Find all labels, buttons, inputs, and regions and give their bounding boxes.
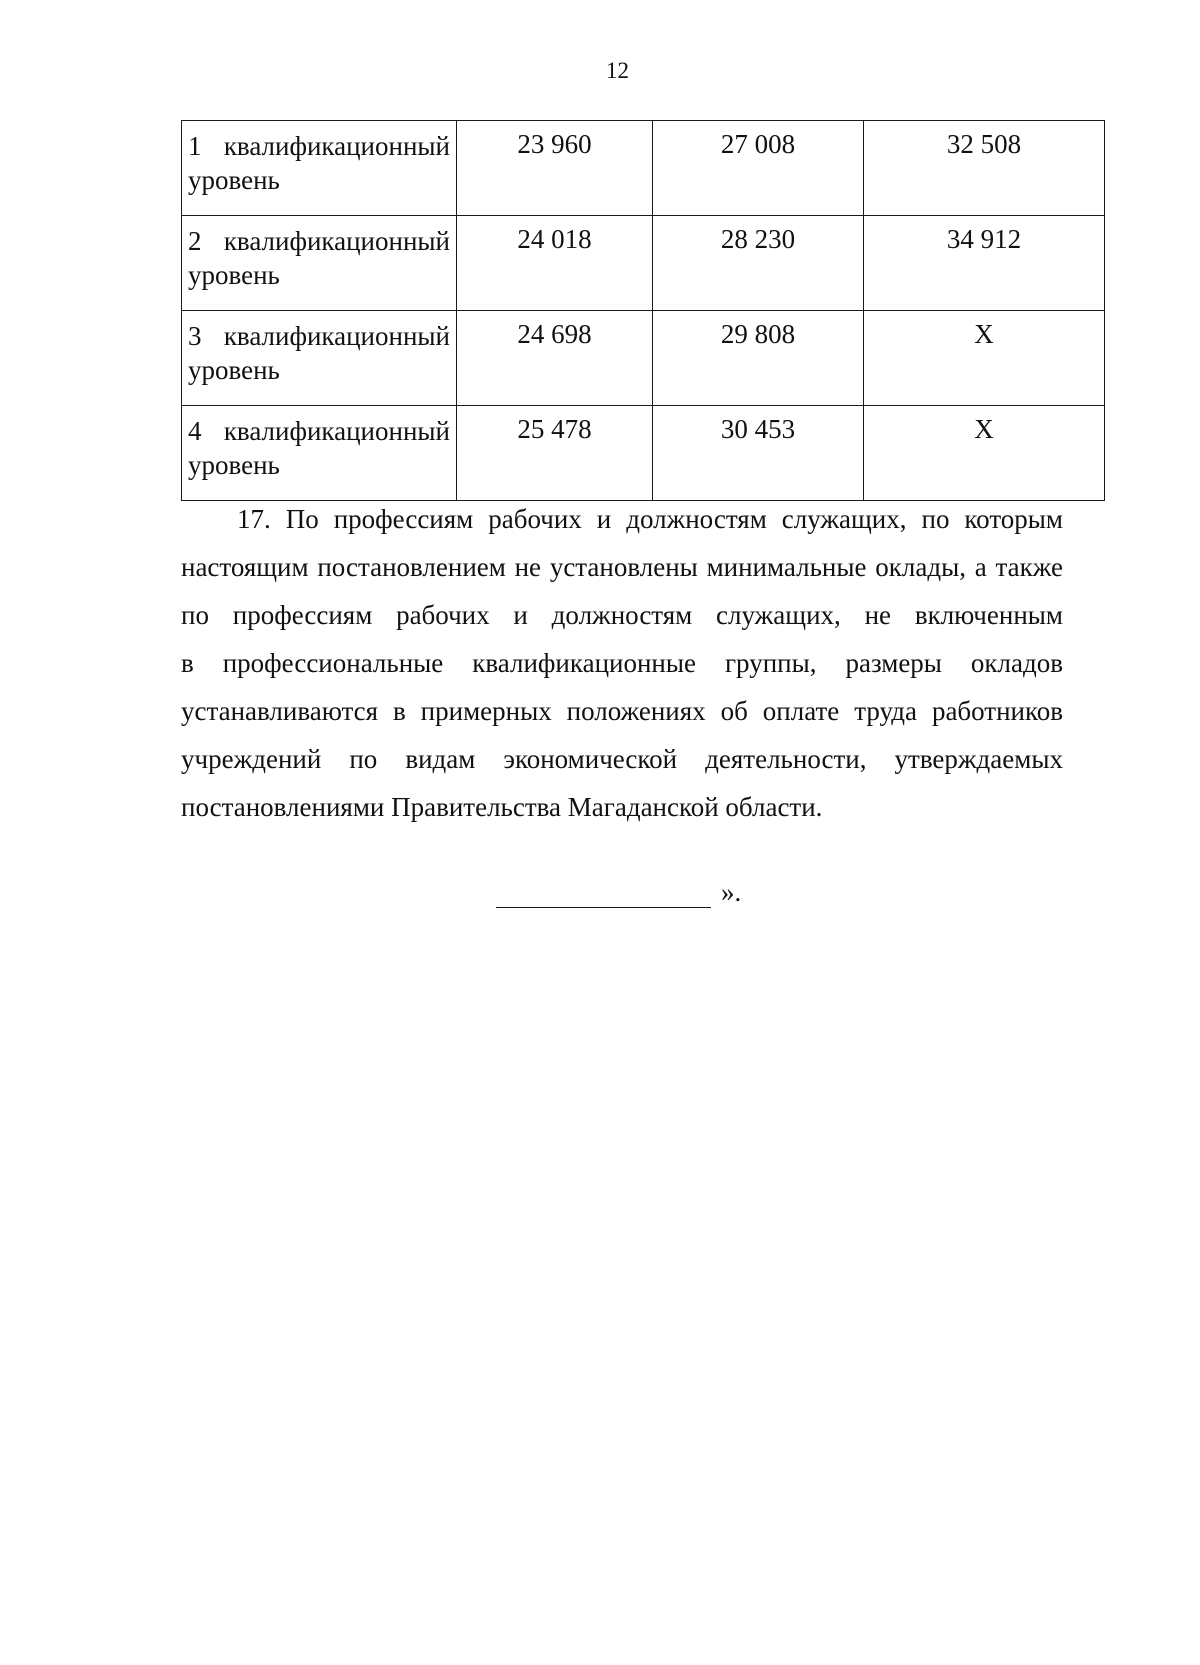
salary-value-2: 29 808 (653, 311, 864, 406)
salary-value-2: 30 453 (653, 406, 864, 501)
salary-value-2: 27 008 (653, 121, 864, 216)
salary-value-1: 24 018 (457, 216, 653, 311)
closing-quote: ». (721, 877, 742, 907)
qualification-level-label: 4 квалификационный (188, 416, 450, 446)
qualification-level-label-cont: уровень (188, 450, 280, 480)
qualification-level-cell (182, 406, 457, 501)
qualification-level-cell (182, 121, 457, 216)
qualification-level-label-cont: уровень (188, 355, 280, 385)
qualification-level-label-cont: уровень (188, 165, 280, 195)
table-row (182, 121, 1105, 216)
salary-value-2: 28 230 (653, 216, 864, 311)
qualification-level-label: 2 квалификационный (188, 226, 450, 256)
salary-value-1: 25 478 (457, 406, 653, 501)
table-row (182, 311, 1105, 406)
salary-value-1: 23 960 (457, 121, 653, 216)
paragraph-line: постановлениями Правительства Магаданской области. (181, 792, 823, 822)
salary-value-3: Х (864, 311, 1105, 406)
salary-value-3: 32 508 (864, 121, 1105, 216)
page-number: 12 (606, 58, 629, 83)
separator-line (496, 883, 711, 908)
document-end-mark (496, 877, 741, 908)
table-row (182, 216, 1105, 311)
paragraph-line: по профессиям рабочих и должностям служащих, не включенным (181, 600, 1063, 630)
paragraph-line: в профессиональные квалификационные группы, размеры окладов (181, 648, 1063, 678)
qualification-level-label: 3 квалификационный (188, 321, 450, 351)
paragraph-line: 17. По профессиям рабочих и должностям служащих, по которым (237, 504, 1063, 534)
qualification-level-cell (182, 216, 457, 311)
paragraph-line: учреждений по видам экономической деятельности, утверждаемых (181, 744, 1063, 774)
qualification-level-label-cont: уровень (188, 260, 280, 290)
salary-value-3: 34 912 (864, 216, 1105, 311)
qualification-level-label: 1 квалификационный (188, 131, 450, 161)
paragraph-line: устанавливаются в примерных положениях об оплате труда работников (181, 696, 1063, 726)
salary-value-1: 24 698 (457, 311, 653, 406)
salary-value-3: Х (864, 406, 1105, 501)
clause-17-paragraph (181, 495, 1063, 831)
qualification-level-cell (182, 311, 457, 406)
table-row (182, 406, 1105, 501)
salary-table (181, 120, 1105, 501)
paragraph-line: настоящим постановлением не установлены минимальные оклады, а также (181, 552, 1063, 582)
